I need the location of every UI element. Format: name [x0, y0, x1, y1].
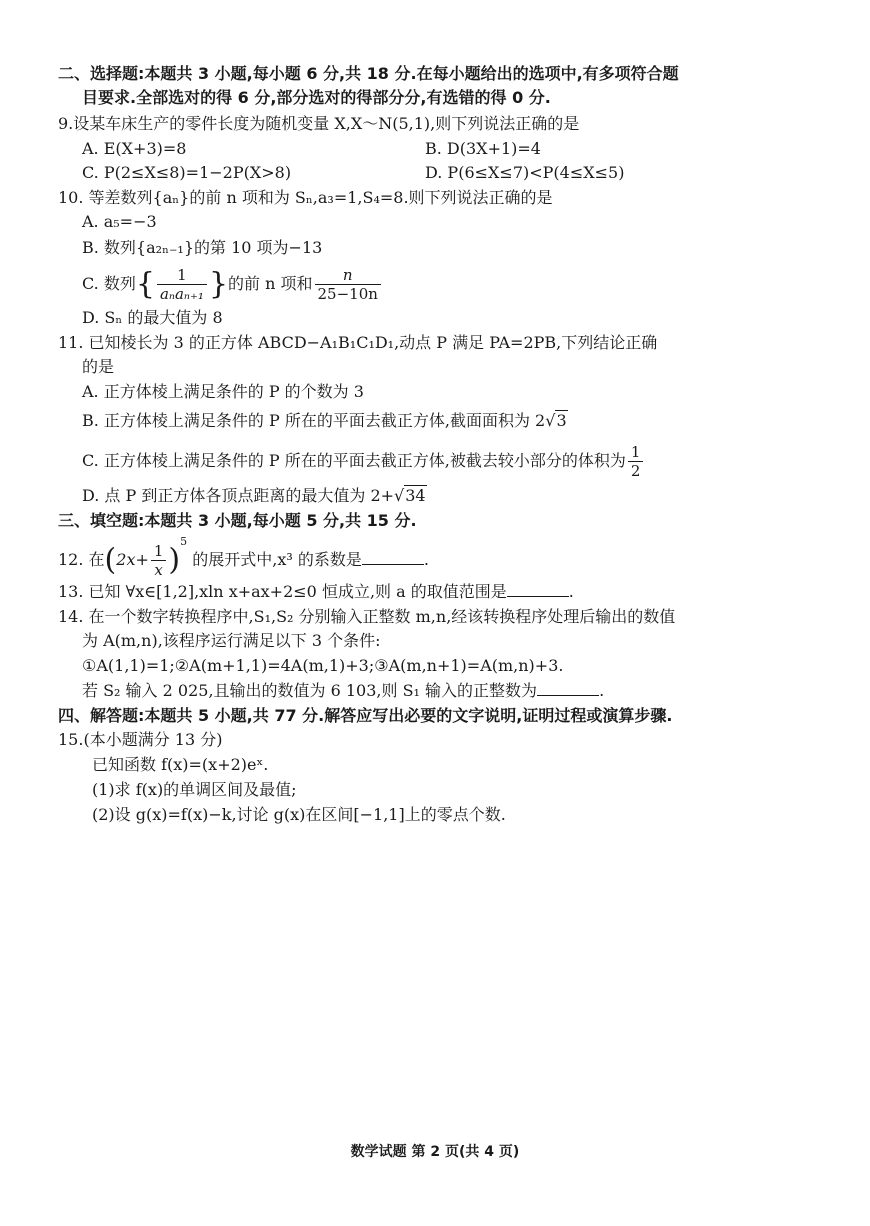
q10-c-prefix: C. 数列 — [82, 274, 136, 293]
fraction-numerator: n — [342, 266, 353, 284]
q9-option-b: B. D(3X+1)=4 — [425, 139, 541, 158]
q14-answer-blank — [537, 681, 599, 696]
q15-part2: (2)设 g(x)=f(x)−k,讨论 g(x)在区间[−1,1]上的零点个数. — [92, 805, 506, 824]
q13-text: 13. 已知 ∀x∈[1,2],xln x+ax+2≤0 恒成立,则 a 的取值范围是 — [58, 582, 507, 601]
q15-part1: (1)求 f(x)的单调区间及最值; — [92, 780, 297, 799]
left-brace: { — [135, 266, 155, 302]
q10-c-fraction — [157, 266, 207, 303]
q12-exponent: 5 — [180, 534, 188, 548]
q11-option-d — [82, 484, 427, 508]
q11-d-text: D. 点 P 到正方体各顶点距离的最大值为 2+ — [82, 486, 395, 505]
q13 — [58, 580, 574, 604]
q10-option-c — [82, 266, 383, 303]
fraction-numerator: 1 — [177, 266, 187, 284]
right-brace: } — [208, 266, 229, 302]
fraction-denominator: x — [151, 560, 167, 579]
q10-c-mid: 的前 n 项和 — [228, 274, 313, 293]
q14-line3: ①A(1,1)=1;②A(m+1,1)=4A(m,1)+3;③A(m,n+1)=A(m,n)+3. — [82, 656, 564, 675]
left-paren: ( — [104, 542, 117, 578]
sqrt-radicand: 34 — [405, 486, 426, 505]
q11-c-fraction — [628, 443, 644, 480]
q11-option-a: A. 正方体棱上满足条件的 P 的个数为 3 — [82, 382, 364, 401]
section2-title: 二、选择题:本题共 3 小题,每小题 6 分,共 18 分.在每小题给出的选项中,有多项符合题 — [58, 64, 679, 83]
q14-line4 — [82, 679, 604, 703]
q14-text: 若 S₂ 输入 2 025,且输出的数值为 6 103,则 S₁ 输入的正整数为 — [82, 681, 538, 700]
fraction-denominator: 25−10n — [315, 284, 381, 303]
q9-stem: 9.设某车床生产的零件长度为随机变量 X,X～N(5,1),则下列说法正确的是 — [58, 114, 580, 133]
q11-option-b — [82, 409, 568, 433]
section4-title: 四、解答题:本题共 5 小题,共 77 分.解答应写出必要的文字说明,证明过程或演算步骤. — [58, 706, 673, 725]
q9-option-a: A. E(X+3)=8 — [82, 139, 187, 158]
sqrt-radicand: 3 — [556, 411, 567, 430]
q11-stem: 11. 已知棱长为 3 的正方体 ABCD−A₁B₁C₁D₁,动点 P 满足 PA=2PB,下列结论正确 — [58, 333, 658, 352]
q12-text: 的展开式中,x³ 的系数是 — [187, 550, 362, 569]
q10-c-fraction2 — [315, 266, 381, 303]
fraction-numerator: 1 — [630, 443, 641, 461]
q10-option-a: A. a₅=−3 — [82, 212, 157, 231]
q10-option-b: B. 数列{a₂ₙ₋₁}的第 10 项为−13 — [82, 238, 323, 257]
q12 — [58, 534, 429, 579]
q15-header: 15.(本小题满分 13 分) — [58, 730, 223, 749]
right-paren: ) — [168, 542, 181, 578]
q14-end: . — [599, 681, 605, 700]
q12-end: . — [423, 550, 429, 569]
q9-option-c: C. P(2≤X≤8)=1−2P(X>8) — [82, 163, 292, 182]
q9-option-d: D. P(6≤X≤7)<P(4≤X≤5) — [425, 163, 625, 182]
q13-end: . — [568, 582, 574, 601]
fraction-denominator: aₙaₙ₊₁ — [157, 284, 207, 303]
q10-option-d: D. Sₙ 的最大值为 8 — [82, 308, 223, 327]
q12-inner: 2x+ — [116, 550, 149, 569]
q10-stem: 10. 等差数列{aₙ}的前 n 项和为 Sₙ,a₃=1,S₄=8.则下列说法正确的是 — [58, 188, 553, 207]
q12-prefix: 12. 在 — [58, 550, 105, 569]
q11-option-c — [82, 443, 645, 480]
q11-b-text: B. 正方体棱上满足条件的 P 所在的平面去截正方体,截面面积为 2 — [82, 411, 546, 430]
q11-c-text: C. 正方体棱上满足条件的 P 所在的平面去截正方体,被截去较小部分的体积为 — [82, 451, 626, 470]
q11-stem-cont: 的是 — [82, 357, 115, 376]
q14-line2: 为 A(m,n),该程序运行满足以下 3 个条件: — [82, 631, 381, 650]
section3-title: 三、填空题:本题共 3 小题,每小题 5 分,共 15 分. — [58, 511, 417, 530]
page-footer: 数学试题 第 2 页(共 4 页) — [350, 1144, 520, 1160]
q15-given: 已知函数 f(x)=(x+2)eˣ. — [92, 755, 269, 774]
q12-answer-blank — [362, 550, 424, 565]
fraction-numerator: 1 — [153, 542, 164, 560]
sqrt-sign: √ — [394, 486, 405, 505]
q12-fraction — [151, 542, 167, 579]
sqrt-sign: √ — [545, 411, 556, 430]
q13-answer-blank — [507, 582, 569, 597]
section2-title-cont: 目要求.全部选对的得 6 分,部分选对的得部分分,有选错的得 0 分. — [82, 88, 551, 107]
fraction-denominator: 2 — [628, 461, 644, 480]
q14-line1: 14. 在一个数字转换程序中,S₁,S₂ 分别输入正整数 m,n,经该转换程序处理后输出的数值 — [58, 607, 676, 626]
